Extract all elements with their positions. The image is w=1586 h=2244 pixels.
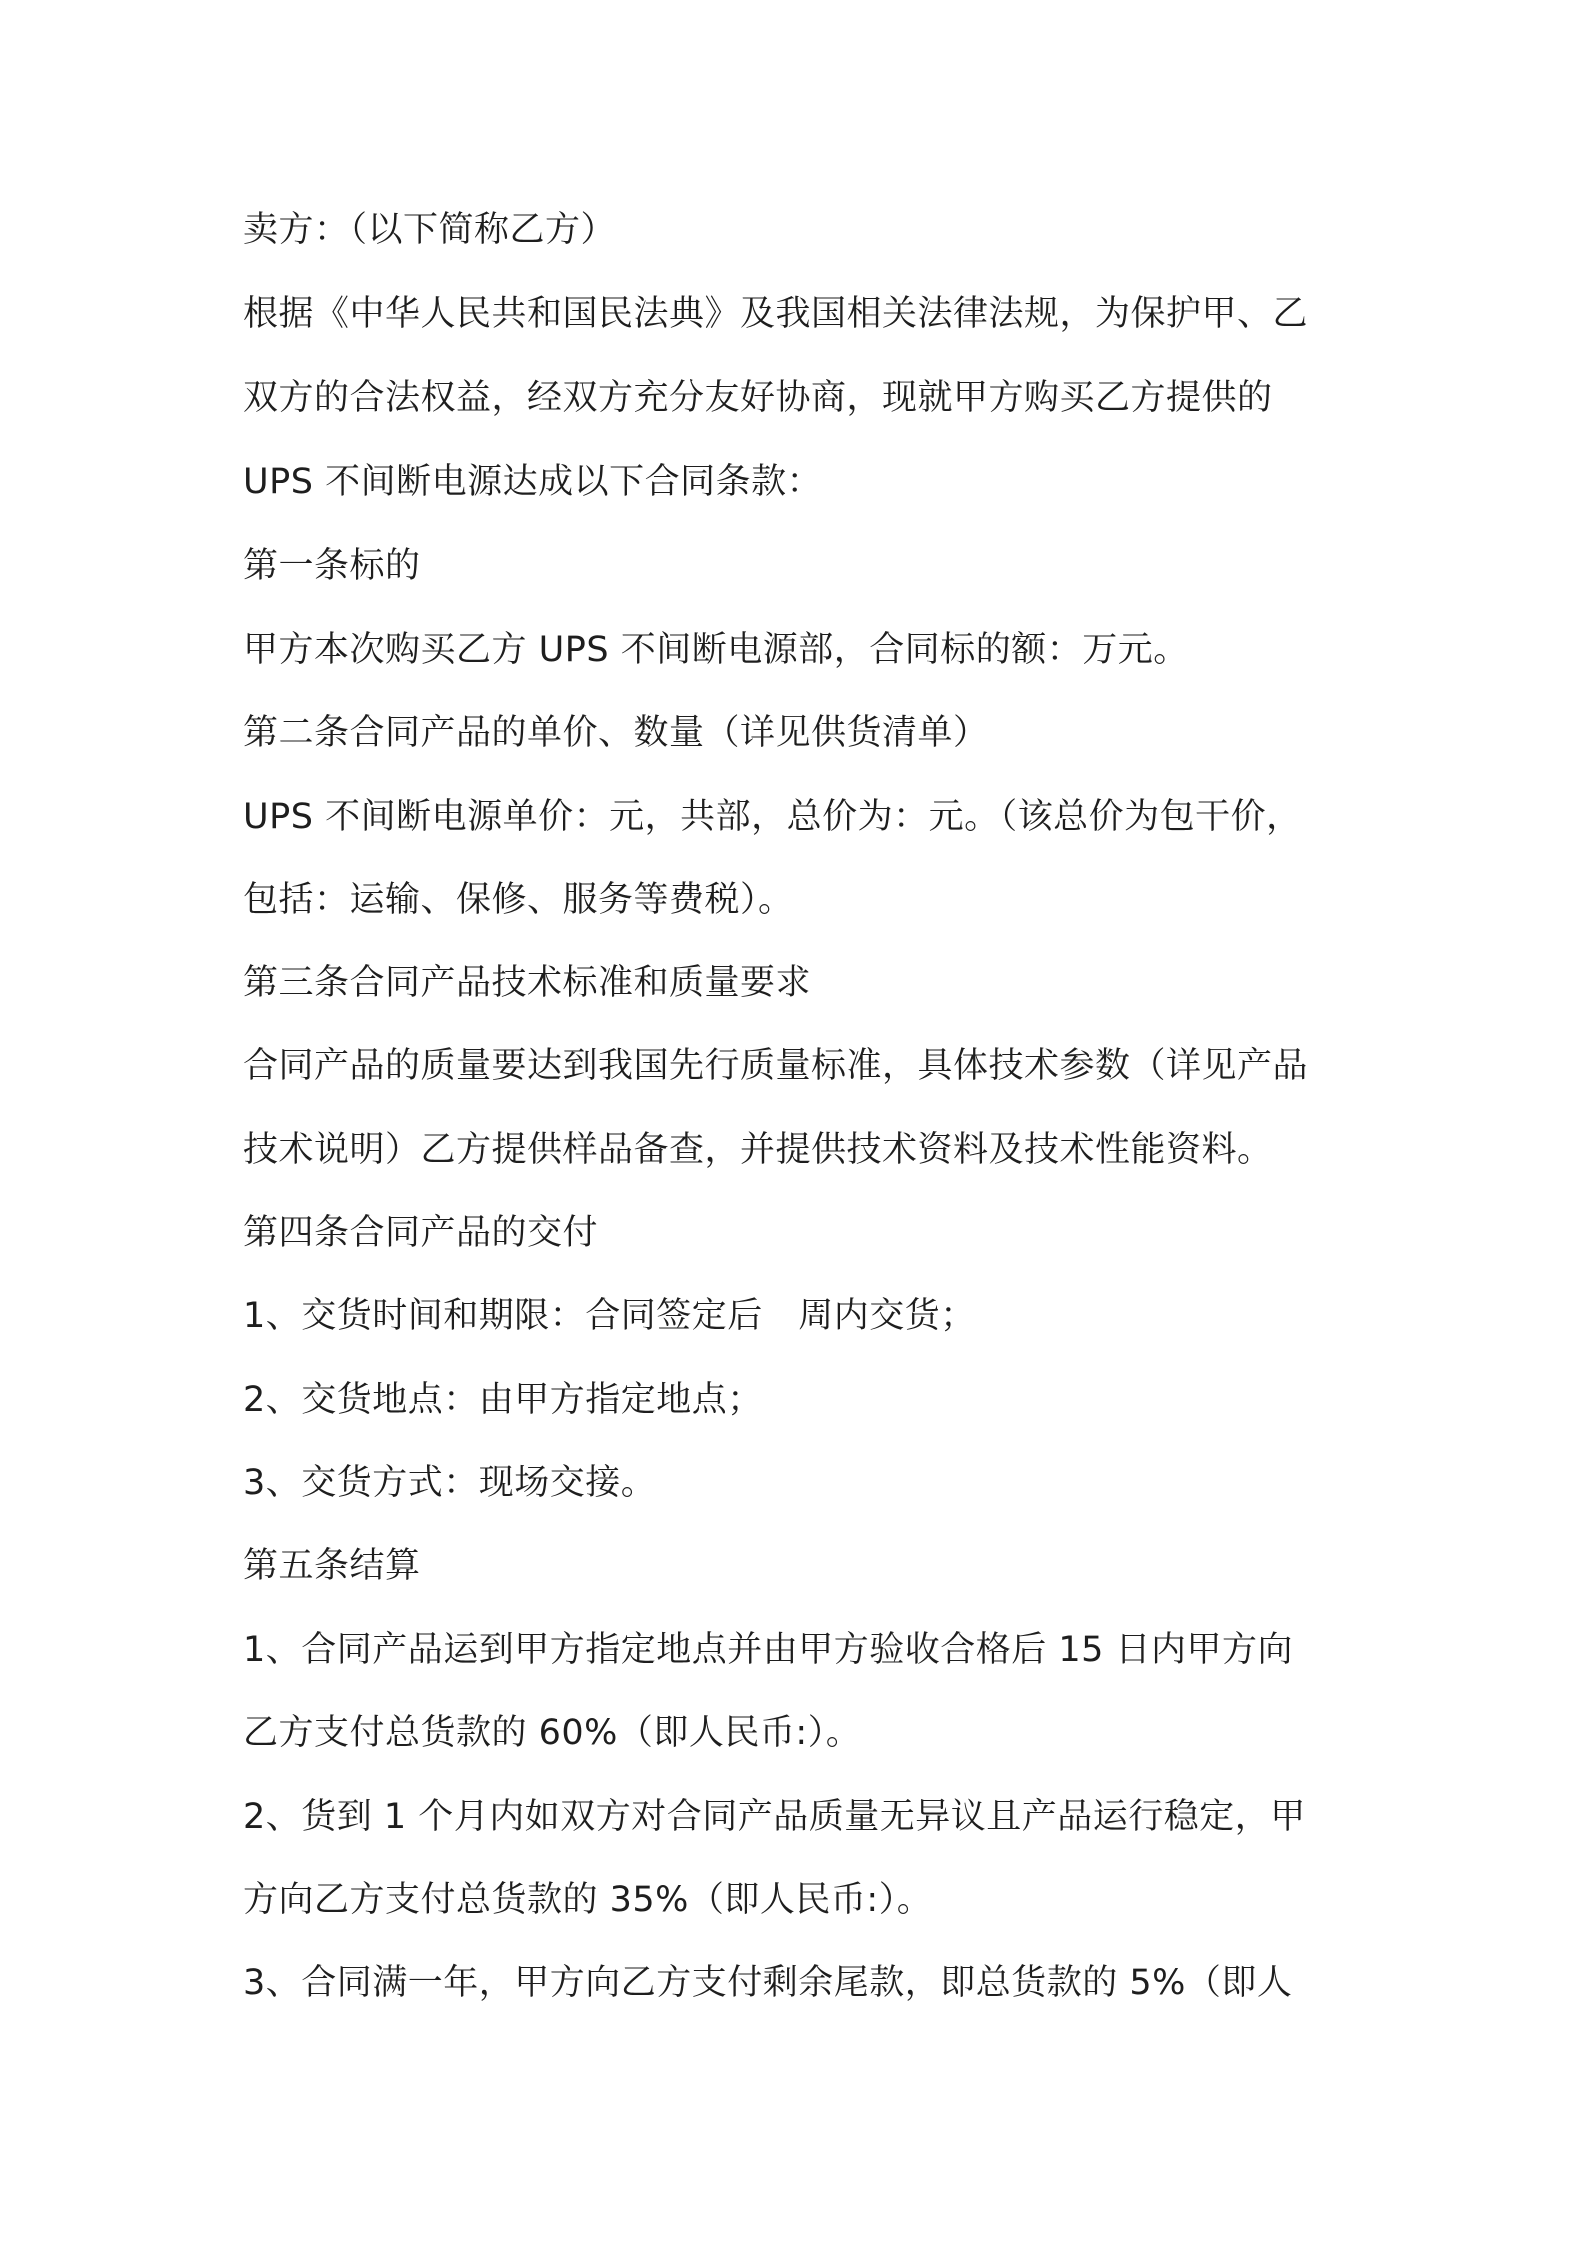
article-2-heading: 第二条合同产品的单价、数量（详见供货清单） xyxy=(243,713,989,753)
article-3-heading: 第三条合同产品技术标准和质量要求 xyxy=(243,963,812,1003)
preamble-line-2: 双方的合法权益，经双方充分友好协商，现就甲方购买乙方提供的 xyxy=(243,378,1273,418)
article-1-body: 甲方本次购买乙方 UPS 不间断电源部，合同标的额：万元。 xyxy=(243,630,1189,670)
article-4-item-1: 1、交货时间和期限：合同签定后 周内交货； xyxy=(243,1296,976,1336)
article-4-item-2: 2、交货地点：由甲方指定地点； xyxy=(243,1380,763,1420)
article-5-heading: 第五条结算 xyxy=(243,1546,421,1586)
article-2-body-line-1: UPS 不间断电源单价：元，共部，总价为：元。（该总价为包干价， xyxy=(243,797,1302,837)
article-5-item-2-line-1: 2、货到 1 个月内如双方对合同产品质量无异议且产品运行稳定，甲 xyxy=(243,1797,1306,1837)
article-5-item-3-line-1: 3、合同满一年，甲方向乙方支付剩余尾款，即总货款的 5%（即人 xyxy=(243,1963,1293,2003)
article-5-item-1-line-2: 乙方支付总货款的 60%（即人民币:）。 xyxy=(243,1713,862,1753)
preamble-line-1: 根据《中华人民共和国民法典》及我国相关法律法规，为保护甲、乙 xyxy=(243,294,1309,334)
article-4-heading: 第四条合同产品的交付 xyxy=(243,1213,599,1253)
seller-party-line: 卖方：（以下简称乙方） xyxy=(243,210,617,250)
article-5-item-1-line-1: 1、合同产品运到甲方指定地点并由甲方验收合格后 15 日内甲方向 xyxy=(243,1630,1294,1670)
article-2-body-line-2: 包括：运输、保修、服务等费税）。 xyxy=(243,880,794,920)
article-3-body-line-1: 合同产品的质量要达到我国先行质量标准，具体技术参数（详见产品 xyxy=(243,1046,1309,1086)
article-1-heading: 第一条标的 xyxy=(243,546,421,586)
preamble-line-3: UPS 不间断电源达成以下合同条款： xyxy=(243,462,823,502)
article-3-body-line-2: 技术说明）乙方提供样品备查，并提供技术资料及技术性能资料。 xyxy=(243,1130,1273,1170)
article-5-item-2-line-2: 方向乙方支付总货款的 35%（即人民币:）。 xyxy=(243,1880,933,1920)
article-4-item-3: 3、交货方式：现场交接。 xyxy=(243,1463,657,1503)
